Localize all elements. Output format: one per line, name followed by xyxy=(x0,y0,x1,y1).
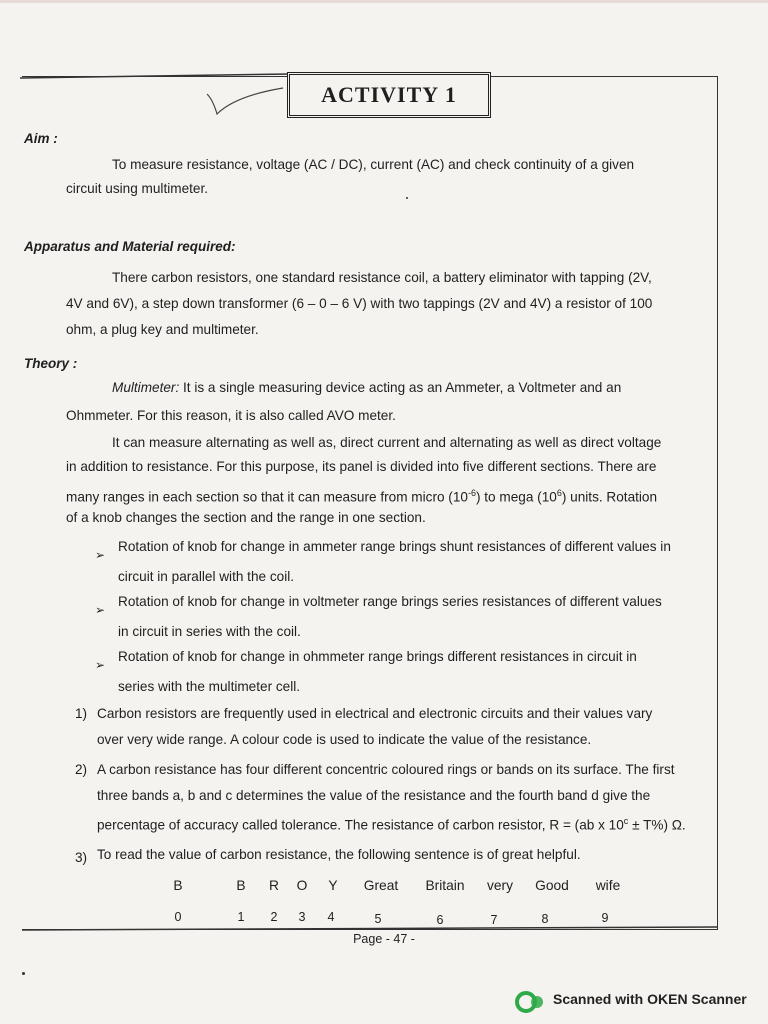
point-2-line-1: A carbon resistance has four different concentric coloured rings or bands on its surface. The first xyxy=(97,762,675,777)
mnemonic-digit: 1 xyxy=(237,910,245,924)
bullet-1-line-1: Rotation of knob for change in ammeter range brings shunt resistances of different values in xyxy=(118,539,671,554)
mnemonic-word: Great xyxy=(363,878,399,893)
arrow-bullet-icon: ➢ xyxy=(95,658,106,672)
point-1-line-1: Carbon resistors are frequently used in electrical and electronic circuits and their values vary xyxy=(97,706,653,721)
activity-title: ACTIVITY 1 xyxy=(321,82,457,107)
bullet-2-line-2: in circuit in series with the coil. xyxy=(118,624,301,639)
mnemonic-digit: 0 xyxy=(174,910,182,924)
point-3-line-1: To read the value of carbon resistance, the following sentence is of great helpful. xyxy=(97,847,581,862)
page-number: Page - 47 - xyxy=(353,932,415,946)
apparatus-line-2: 4V and 6V), a step down transformer (6 – 0 – 6 V) with two tappings (2V and 4V) a resistor of 100 xyxy=(66,296,653,311)
point-2-number: 2) xyxy=(75,762,88,777)
mnemonic-digit: 5 xyxy=(374,912,382,926)
mnemonic-digit: 9 xyxy=(601,911,609,925)
mnemonic-word: Good xyxy=(535,878,569,893)
bullet-3-line-1: Rotation of knob for change in ohmmeter range brings different resistances in circuit in xyxy=(118,649,637,664)
apparatus-heading: Apparatus and Material required: xyxy=(24,239,236,254)
bullet-1-line-2: circuit in parallel with the coil. xyxy=(118,569,295,584)
point-3-number: 3) xyxy=(75,850,88,865)
bullet-3-line-2: series with the multimeter cell. xyxy=(118,679,301,694)
point-1-line-2: over very wide range. A colour code is used to indicate the value of the resistance. xyxy=(97,732,592,747)
mnemonic-word: very xyxy=(486,878,514,893)
apparatus-line-1: There carbon resistors, one standard resistance coil, a battery eliminator with tapping (2V, xyxy=(112,270,652,285)
mnemonic-word: Britain xyxy=(425,878,465,893)
theory-p2-line-2: in addition to resistance. For this purpose, its panel is divided into five different sections. There are xyxy=(66,459,657,474)
scan-speck xyxy=(22,972,25,975)
theory-p1-line-1: Multimeter: It is a single measuring device acting as an Ammeter, a Voltmeter and an xyxy=(112,380,622,395)
scan-speck xyxy=(406,197,408,199)
mnemonic-digit: 3 xyxy=(298,910,306,924)
aim-line-2: circuit using multimeter. xyxy=(66,181,209,196)
mnemonic-word: wife xyxy=(595,878,621,893)
oken-scanner-logo-icon xyxy=(515,990,547,1014)
point-2-line-3: percentage of accuracy called tolerance. The resistance of carbon resistor, R = (ab x $10^c \pm T\%$) Ω. xyxy=(97,816,686,833)
aim-heading: Aim : xyxy=(24,131,58,146)
check-mark-icon xyxy=(205,86,285,118)
bullet-2-line-1: Rotation of knob for change in voltmeter range brings series resistances of different values xyxy=(118,594,662,609)
mnemonic-digit: 4 xyxy=(327,910,335,924)
point-1-number: 1) xyxy=(75,706,88,721)
arrow-bullet-icon: ➢ xyxy=(95,603,106,617)
mnemonic-word: R xyxy=(269,878,279,893)
mnemonic-word: O xyxy=(296,878,308,893)
theory-p2-line-3: many ranges in each section so that it can measure from micro $(10^{-6})$ to mega $(10^6)$ units. Rotation xyxy=(66,488,658,505)
mnemonic-digit: 6 xyxy=(436,913,444,927)
point-2-line-2: three bands a, b and c determines the value of the resistance and the fourth band d give the xyxy=(97,788,651,803)
multimeter-term: Multimeter: xyxy=(112,380,180,395)
mnemonic-digit: 7 xyxy=(490,913,498,927)
aim-line-1: To measure resistance, voltage (AC / DC), current (AC) and check continuity of a given xyxy=(112,157,635,172)
scanner-watermark: Scanned with OKEN Scanner xyxy=(553,991,747,1007)
mnemonic-word: B xyxy=(236,878,246,893)
theory-p1-line-2: Ohmmeter. For this reason, it is also called AVO meter. xyxy=(66,408,396,423)
arrow-bullet-icon: ➢ xyxy=(95,548,106,562)
mnemonic-word: B xyxy=(173,878,183,893)
theory-heading: Theory : xyxy=(24,356,78,371)
theory-p2-line-1: It can measure alternating as well as, direct current and alternating as well as direct voltage xyxy=(112,435,662,450)
theory-p2-line-4: of a knob changes the section and the range in one section. xyxy=(66,510,426,525)
mnemonic-digit: 2 xyxy=(270,910,278,924)
activity-title-box xyxy=(287,72,491,118)
mnemonic-word: Y xyxy=(328,878,338,893)
mnemonic-digit: 8 xyxy=(541,912,549,926)
apparatus-line-3: ohm, a plug key and multimeter. xyxy=(66,322,259,337)
